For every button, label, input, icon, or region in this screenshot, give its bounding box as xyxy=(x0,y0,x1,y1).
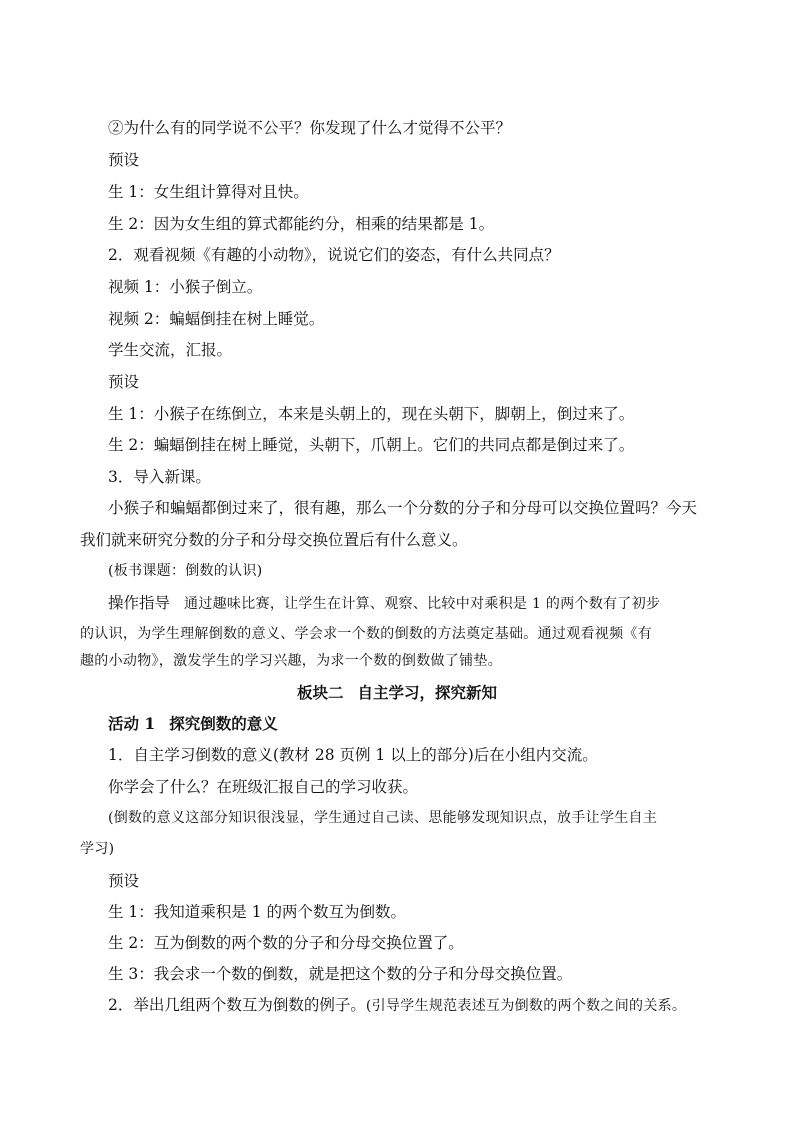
guide-line-3: 趣的小动物》，激发学生的学习兴趣，为求一个数的倒数做了铺垫。 xyxy=(80,653,502,669)
preset-label: 预设 xyxy=(108,872,140,890)
student-2-answer: 生 2：因为女生组的算式都能约分，相乘的结果都是 1。 xyxy=(108,215,495,233)
video-1: 视频 1：小猴子倒立。 xyxy=(108,278,263,296)
guide-line-1 xyxy=(108,593,660,614)
intro-paragraph-line-1: 小猴子和蝙蝠都倒过来了，很有趣，那么一个分数的分子和分母可以交换位置吗？今天 xyxy=(108,499,698,517)
preset-label: 预设 xyxy=(108,373,140,391)
intro-paragraph-line-2: 我们就来研究分数的分子和分母交换位置后有什么意义。 xyxy=(80,531,468,549)
guide-line-2: 的认识，为学生理解倒数的意义、学会求一个数的倒数的方法奠定基础。通过观看视频《有 xyxy=(80,626,652,642)
student-3-answer: 生 3：我会求一个数的倒数，就是把这个数的分子和分母交换位置。 xyxy=(108,965,573,983)
note-line-1: (倒数的意义这部分知识很浅显，学生通过自己读、思能够发现知识点，放手让学生自主 xyxy=(108,810,658,826)
item-2-video: 2．观看视频《有趣的小动物》，说说它们的姿态，有什么共同点？ xyxy=(108,246,560,264)
student-1-answer: 生 1：小猴子在练倒立，本来是头朝上的，现在头朝下，脚朝上，倒过来了。 xyxy=(108,405,635,423)
student-exchange: 学生交流，汇报。 xyxy=(108,341,233,359)
item-3-intro: 3．导入新课。 xyxy=(108,468,211,486)
section-heading xyxy=(0,683,794,703)
section-title: 自主学习，探究新知 xyxy=(357,683,498,702)
item-2-examples-note: (引导学生规范表述互为倒数的两个数之间的关系。 xyxy=(365,998,687,1014)
activity-heading xyxy=(108,714,278,734)
self-study-item: 1．自主学习倒数的意义(教材 28 页例 1 以上的部分)后在小组内交流。 xyxy=(108,746,598,764)
student-1-answer: 生 1：我知道乘积是 1 的两个数互为倒数。 xyxy=(108,903,407,921)
section-label: 板块二 xyxy=(296,683,344,702)
question-2: ②为什么有的同学说不公平？你发现了什么才觉得不公平？ xyxy=(108,119,512,137)
student-2-answer: 生 2：互为倒数的两个数的分子和分母交换位置了。 xyxy=(108,934,464,952)
preset-label: 预设 xyxy=(108,151,140,169)
board-title: (板书课题：倒数的认识) xyxy=(108,563,263,579)
learned-question: 你学会了什么？在班级汇报自己的学习收获。 xyxy=(108,778,419,796)
student-2-answer: 生 2：蝙蝠倒挂在树上睡觉，头朝下，爪朝上。它们的共同点都是倒过来了。 xyxy=(108,436,635,454)
guide-text: 通过趣味比赛，让学生在计算、观察、比较中对乘积是 1 的两个数有了初步 xyxy=(184,596,661,612)
item-2-examples xyxy=(108,995,686,1016)
video-2: 视频 2：蝙蝠倒挂在树上睡觉。 xyxy=(108,310,325,328)
activity-label: 活动 1 xyxy=(108,714,156,733)
activity-title: 探究倒数的意义 xyxy=(169,714,278,733)
note-line-2: 学习) xyxy=(80,841,115,857)
student-1-answer: 生 1：女生组计算得对且快。 xyxy=(108,183,309,201)
item-2-examples-text: 2．举出几组两个数互为倒数的例子。 xyxy=(108,996,366,1014)
guide-label: 操作指导 xyxy=(108,594,171,612)
